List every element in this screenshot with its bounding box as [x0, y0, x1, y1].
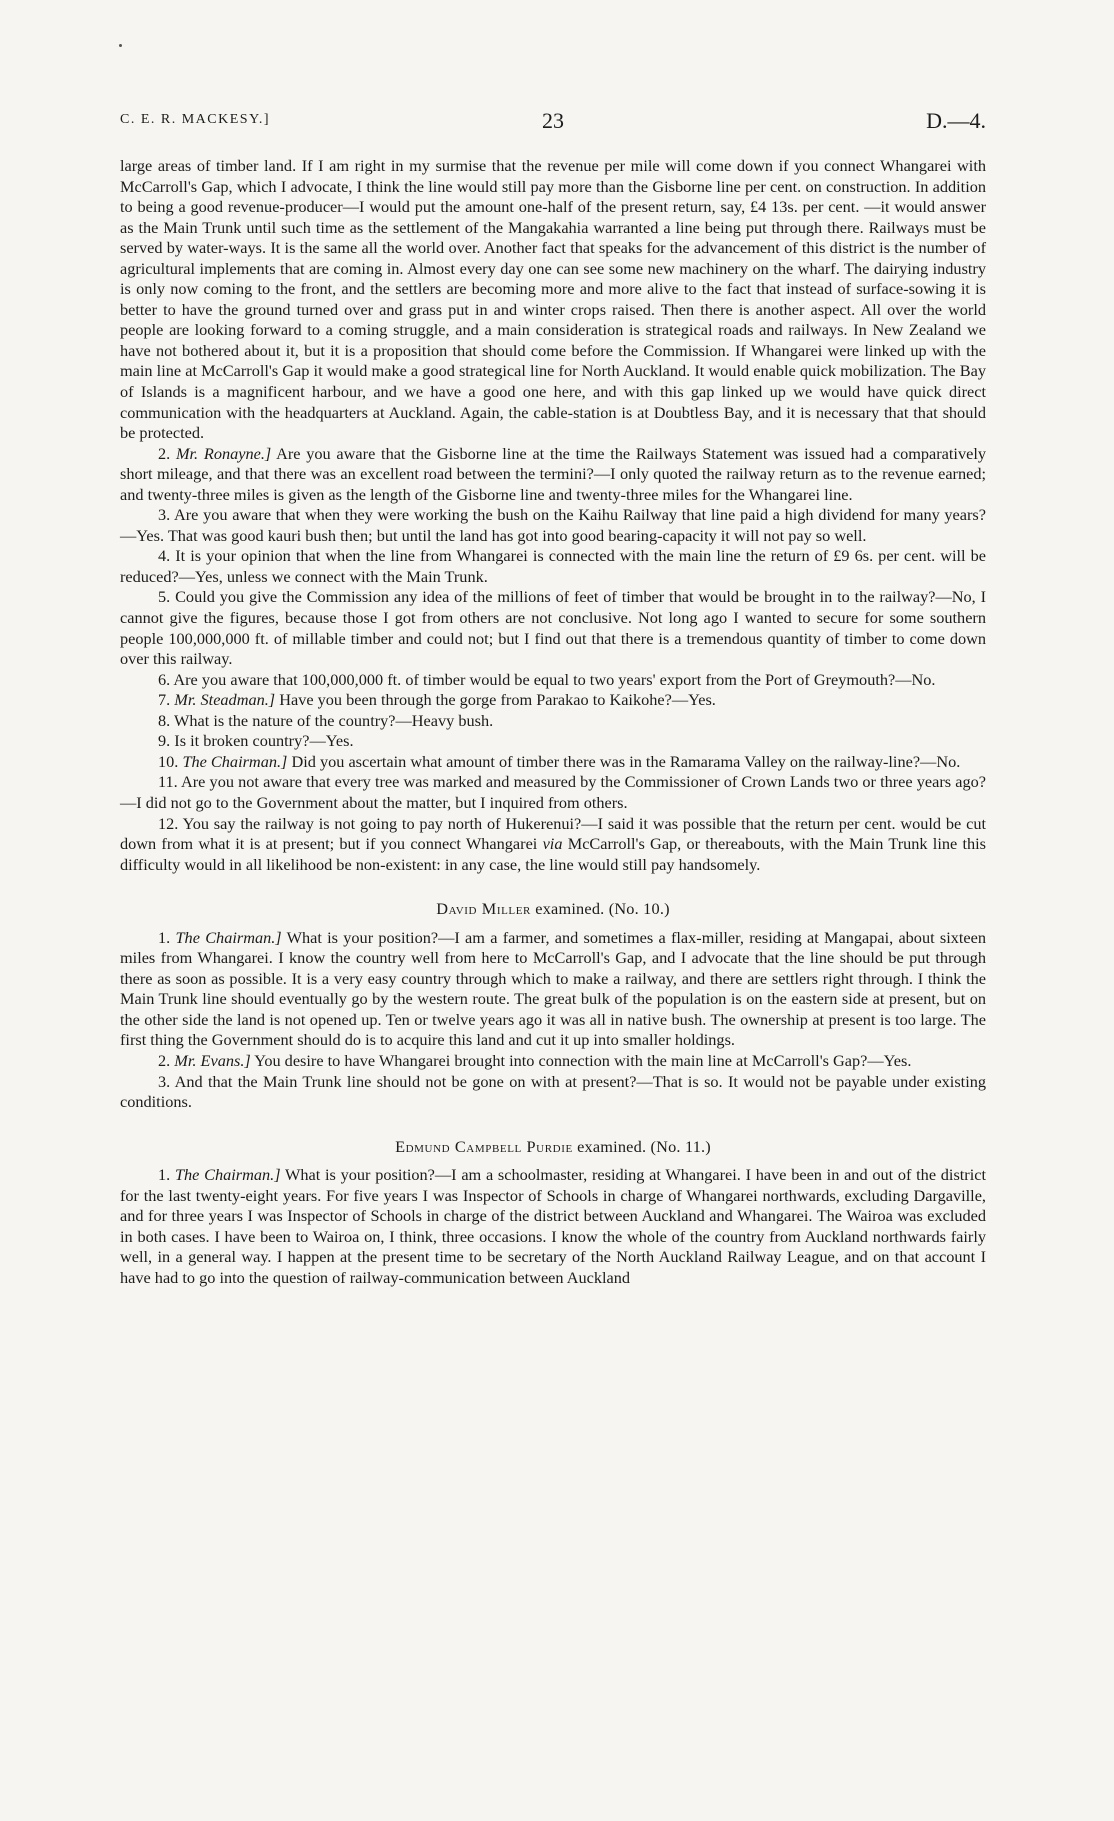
- speaker-name: Mr. Ronayne.]: [175, 443, 272, 463]
- witness-heading-rest: examined. (No. 10.): [535, 899, 670, 919]
- question-text: 12. You say the railway is not going to pay north of Hukerenui?—I said it was possible that the return per cent. would be cut down from what it is at present; but if you connect Whangarei: [120, 813, 986, 854]
- paragraph-continuation: large areas of timber land. If I am right in my surmise that the revenue per mile will come down if you connect Whangarei with McCarroll's Gap, which I advocate, I think the line would still pay more than the Gisborne line per cent. on construction. In addition to being a good revenue-producer—I would put the amount one-half of the present return, say, £4 13s. per cent. —it would answer as the Main Trunk until such time as the settlement of the Mangakahia warranted a line being put through there. Railways must be served by water-ways. It is the same all the world over. Another fact that speaks for the advancement of this district is the number of agricultural implements that are coming in. Almost every day one can see some new machinery on the wharf. The dairying industry is only now coming to the front, and the settlers are becoming more and more alive to the fact that instead of surface-sowing it is better to have the ground turned over and grass put in and winter crops raised. Then there is another aspect. All over the world people are looking forward to a coming struggle, and a main consideration is strategical roads and railways. In New Zealand we have not bothered about it, but it is a proposition that should come before the Commission. If Whangarei were linked up with the main line at McCarroll's Gap it would make a good strategical line for North Auckland. It would enable quick mobilization. The Bay of Islands is a magnificent harbour, and we have a good one here, and with this gap linked up we would have quick direct communication with the headquarters at Auckland. Again, the cable-station is at Doubtless Bay, and it is necessary that that should be protected.: [120, 156, 986, 443]
- question-paragraph: 8. What is the nature of the country?—Heavy bush.: [158, 710, 494, 730]
- question-text: McCarroll's Gap, or thereabouts, with the Main Trunk line this difficulty would in all likelihood be non-existent: in any case, the line would still pay handsomely.: [120, 834, 986, 874]
- question-text: You desire to have Whangarei brought into connection with the main line at McCarroll's Gap?—Yes.: [254, 1050, 912, 1070]
- speaker-name: The Chairman.]: [182, 751, 288, 771]
- speaker-name: The Chairman.]: [175, 927, 282, 947]
- question-text: Have you been through the gorge from Parakao to Kaikohe?—Yes.: [279, 690, 716, 710]
- question-number: 7.: [158, 690, 171, 710]
- question-paragraph: 6. Are you aware that 100,000,000 ft. of timber would be equal to two years' export from the Port of Greymouth?—No.: [158, 669, 936, 689]
- question-number: 2.: [158, 443, 171, 463]
- scan-speck: [119, 44, 122, 47]
- speaker-name: The Chairman.]: [174, 1165, 281, 1185]
- speaker-name: Mr. Steadman.]: [174, 690, 276, 710]
- running-header: [120, 108, 986, 138]
- question-text: Did you ascertain what amount of timber there was in the Ramarama Valley on the railway-line?—No.: [291, 751, 961, 771]
- question-paragraph: 9. Is it broken country?—Yes.: [158, 731, 354, 751]
- question-number: 10.: [158, 751, 179, 771]
- witness-name: Edmund Campbell Purdie: [395, 1136, 573, 1156]
- question-paragraph: [120, 1051, 986, 1072]
- italic-word: via: [542, 834, 563, 854]
- question-text: What is your position?—I am a schoolmaster, residing at Whangarei. I have been in and out of the district for the last twenty-eight years. For five years I was Inspector of Schools in charge of Whangarei northwards, excluding Dargaville, and for three years I was Inspector of Schools in charge of the district between Auckland and Whangarei. The Wairoa was excluded in both cases. I have been to Wairoa on, I think, three occasions. I know the whole of the country from Auckland northwards fairly well, in a general way. I happen at the present time to be secretary of the North Auckland Railway League, and on that account I have had to go into the question of railway-communication between Auckland: [120, 1165, 986, 1287]
- question-number: 1.: [158, 927, 171, 947]
- question-paragraph: [120, 928, 986, 1051]
- question-paragraph: [120, 814, 986, 876]
- header-witness: C. E. R. MACKESY.]: [120, 112, 271, 127]
- witness-heading: [120, 899, 986, 920]
- question-paragraph: [120, 1165, 986, 1288]
- page-number: 23: [542, 108, 564, 133]
- question-text: What is your position?—I am a farmer, and sometimes a flax-miller, residing at Mangapai, about sixteen miles from Whangarei. I know the country well from here to McCarroll's Gap, and I advocate that the line should be put through there as soon as possible. It is a very easy country through which to make a railway, and there are settlers right through. I think the Main Trunk line should eventually go by the western route. The great bulk of the population is on the eastern side at present, but on the other side the land is not opened up. Ten or twelve years ago it was all in native bush. The ownership at present is too large. The first thing the Government should do is to acquire this land and cut it up into smaller holdings.: [120, 927, 986, 1050]
- witness-heading: [120, 1137, 986, 1158]
- question-paragraph: 3. Are you aware that when they were working the bush on the Kaihu Railway that line paid a high dividend for many years?—Yes. That was good kauri bush then; but until the land has got into good bearing-capacity it will not pay so well.: [120, 505, 986, 545]
- question-paragraph: 4. It is your opinion that when the line from Whangarei is connected with the main line the return of £9 6s. per cent. will be reduced?—Yes, unless we connect with the Main Trunk.: [120, 546, 986, 586]
- witness-name: David Miller: [436, 899, 531, 919]
- question-number: 1.: [158, 1165, 171, 1185]
- question-text: Are you aware that the Gisborne line at the time the Railways Statement was issued had a comparatively short mileage, and that there was an excellent road between the termini?—I only quoted the railway return as to the revenue earned; and twenty-three miles is given as the length of the Gisborne line and twenty-three miles for the Whangarei line.: [120, 443, 986, 504]
- question-paragraph: 5. Could you give the Commission any idea of the millions of feet of timber that would be brought in to the railway?—No, I cannot give the figures, because those I got from others are not conclusive. Not long ago I wanted to secure for some southern people 100,000,000 ft. of millable timber and could not; but I find out that there is a tremendous quantity of timber to come down over this railway.: [120, 587, 986, 669]
- question-paragraph: 11. Are you not aware that every tree was marked and measured by the Commissioner of Crown Lands two or three years ago?—I did not go to the Government about the matter, but I inquired from others.: [120, 772, 986, 812]
- witness-heading-rest: examined. (No. 11.): [577, 1136, 711, 1156]
- question-number: 2.: [158, 1050, 171, 1070]
- question-paragraph: [120, 690, 986, 711]
- speaker-name: Mr. Evans.]: [174, 1050, 251, 1070]
- question-paragraph: [120, 752, 986, 773]
- question-paragraph: 3. And that the Main Trunk line should not be gone on with at present?—That is so. It would not be payable under existing conditions.: [120, 1071, 986, 1112]
- paper-reference: D.—4.: [926, 108, 986, 133]
- page-body: [120, 156, 986, 1288]
- question-paragraph: [120, 444, 986, 506]
